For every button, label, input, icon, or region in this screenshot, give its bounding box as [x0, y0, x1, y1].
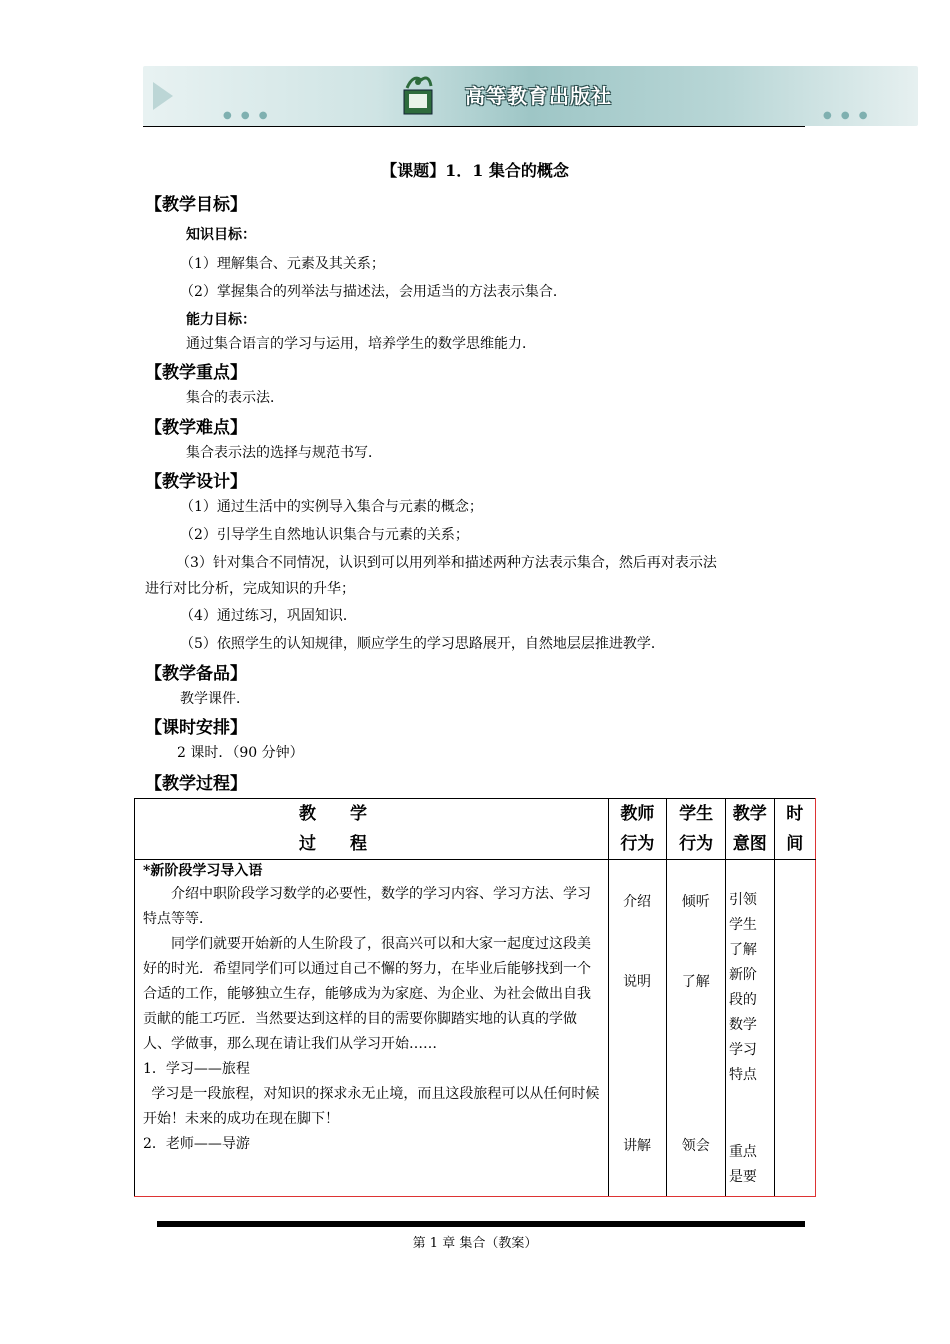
footer-rule	[157, 1221, 805, 1227]
header-teacher-line1: 教师	[620, 804, 655, 824]
section-title: *新阶段学习导入语	[143, 863, 263, 879]
design-item-5: （5）依照学生的认知规律，顺应学生的学习思路展开，自然地层层推进教学．	[180, 636, 665, 652]
process-item-1-title: 1．学习——旅程	[143, 1061, 250, 1077]
design-item-1: （1）通过生活中的实例导入集合与元素的概念；	[180, 499, 483, 515]
header-intent	[725, 799, 774, 860]
header-student-line1: 学生	[679, 804, 714, 824]
teacher-action-2: 说明	[623, 974, 652, 990]
banner-dots-left: ● ● ●	[223, 110, 271, 121]
knowledge-item-2: （2）掌握集合的列举法与描述法，会用适当的方法表示集合．	[180, 284, 567, 300]
process-para-2: 同学们就要开始新的人生阶段了，很高兴可以和大家一起度过这段美好的时光．希望同学们可以通过自己不懈的努力，在毕业后能够找到一个合适的工作，能够独立生存，能够成为为家庭、为企业、为社会做出自我贡献的能工巧匠．当然要达到这样的目的需要你脚踏实地的认真的学做人、学做事，那么现在请让我们从学习开始……	[143, 936, 591, 1052]
intent-text-2: 重点是要	[728, 1144, 757, 1185]
prep-heading: 【教学备品】	[145, 664, 247, 684]
prep-text: 教学课件．	[180, 691, 250, 707]
lesson-title: 【课题】1．1 集合的概念	[381, 161, 569, 180]
header-process-line2: 过 程	[299, 834, 367, 854]
header-rule	[143, 126, 805, 127]
teacher-action-1: 介绍	[623, 894, 652, 910]
header-time-line2: 间	[786, 834, 804, 854]
time-cell	[774, 860, 816, 1197]
schedule-heading: 【课时安排】	[145, 718, 247, 738]
header-process	[135, 799, 609, 860]
process-para-1: 介绍中职阶段学习数学的必要性，数学的学习内容、学习方法、学习特点等等．	[143, 886, 591, 927]
banner-dots-right: ● ● ●	[823, 110, 871, 121]
design-item-4: （4）通过练习，巩固知识．	[180, 608, 357, 624]
teacher-action-3: 讲解	[623, 1138, 652, 1154]
header-intent-line1: 教学	[732, 804, 767, 824]
ability-label: 能力目标：	[186, 312, 256, 328]
process-cell	[135, 860, 609, 1197]
header-process-line1: 教 学	[299, 804, 367, 824]
process-table	[134, 798, 816, 1197]
banner-arrow-icon	[153, 82, 173, 110]
teacher-cell	[608, 860, 667, 1197]
design-item-3b: 进行对比分析，完成知识的升华；	[145, 581, 355, 597]
intent-cell	[725, 860, 774, 1197]
header-teacher	[608, 799, 667, 860]
header-student	[667, 799, 726, 860]
goals-heading: 【教学目标】	[145, 195, 247, 215]
header-time-line1: 时	[786, 804, 804, 824]
design-item-2: （2）引导学生自然地认识集合与元素的关系；	[180, 527, 469, 543]
header-intent-line2: 意图	[732, 834, 767, 854]
schedule-text: 2 课时．（90 分钟）	[177, 745, 304, 761]
header-student-line2: 行为	[679, 834, 714, 854]
header-teacher-line2: 行为	[620, 834, 655, 854]
difficulty-text: 集合表示法的选择与规范书写．	[186, 445, 382, 461]
knowledge-label: 知识目标：	[186, 227, 256, 243]
design-heading: 【教学设计】	[145, 472, 247, 492]
student-cell	[667, 860, 726, 1197]
difficulty-heading: 【教学难点】	[145, 418, 247, 438]
process-heading: 【教学过程】	[145, 774, 247, 794]
footer-text: 第 1 章 集合（教案）	[412, 1236, 538, 1251]
header-time	[774, 799, 816, 860]
table-header-row	[135, 799, 816, 860]
ability-item-1: 通过集合语言的学习与运用，培养学生的数学思维能力．	[186, 336, 536, 352]
publisher-logo-icon	[401, 72, 435, 118]
knowledge-item-1: （1）理解集合、元素及其关系；	[180, 256, 385, 272]
design-item-3a: （3）针对集合不同情况，认识到可以用列举和描述两种方法表示集合，然后再对表示法	[176, 555, 717, 571]
student-action-3: 领会	[681, 1138, 710, 1154]
key-heading: 【教学重点】	[145, 363, 247, 383]
process-item-1-text: 学习是一段旅程，对知识的探求永无止境，而且这段旅程可以从任何时候开始！未来的成功在现在脚下！	[143, 1086, 600, 1127]
student-action-1: 倾听	[681, 894, 710, 910]
student-action-2: 了解	[681, 974, 710, 990]
publisher-name: 高等教育出版社	[465, 84, 612, 108]
process-item-2-title: 2．老师——导游	[143, 1136, 250, 1152]
intent-text-1: 引领学生了解新阶段的数学学习特点	[728, 892, 757, 1083]
table-row	[135, 860, 816, 1197]
publisher-banner	[143, 66, 918, 126]
key-text: 集合的表示法．	[186, 390, 284, 406]
